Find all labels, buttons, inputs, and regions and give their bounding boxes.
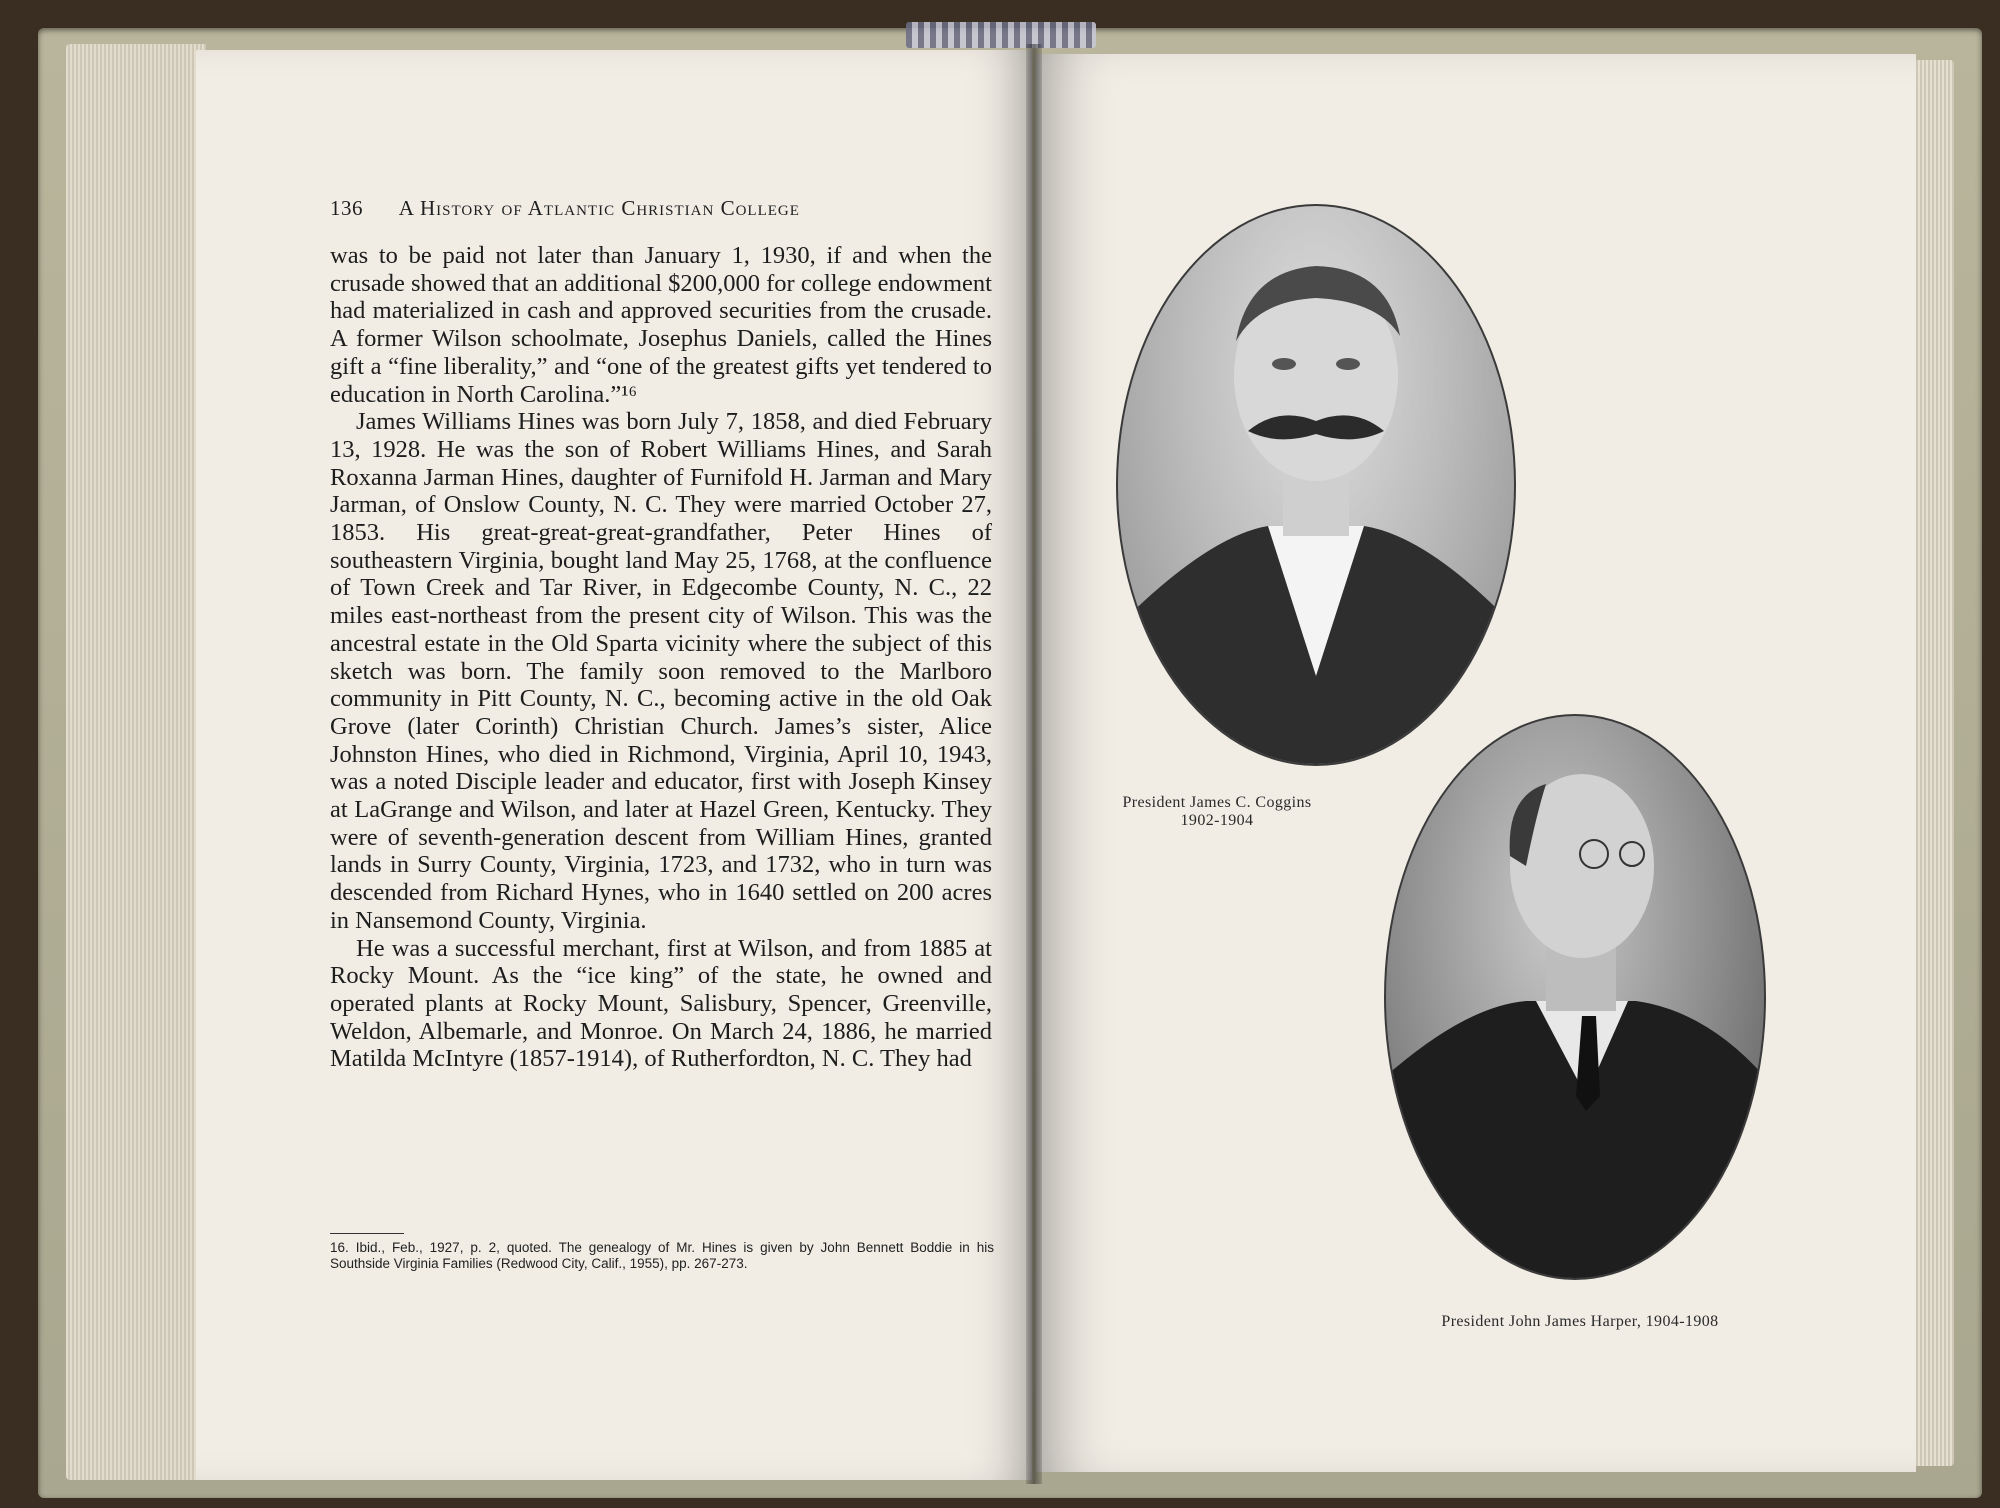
caption-coggins-name: President James C. Coggins — [1122, 794, 1312, 811]
book-gutter — [1026, 44, 1042, 1484]
portrait-coggins-photo — [1116, 204, 1516, 766]
page-number: 136 — [330, 196, 363, 220]
paragraph-2: James Williams Hines was born July 7, 1858, and died February 13, 1928. He was the son of Robert Williams Hines, and Sarah Roxanna Jarman Hines, daughter of Furnifold H. Jarman and Mary Jarman, of Onslow County, N. C. They were married October 27, 1853. His great-great-great-grandfather, Peter Hines of southeastern Virginia, bought land May 25, 1768, at the confluence of Town Creek and Tar River, in Edgecombe County, N. C., 22 miles east-northeast from the present city of Wilson. This was the ancestral estate in the Old Sparta vicinity where the subject of this sketch was born. The family soon removed to the Marlboro community in Pitt County, N. C., becoming active in the old Oak Grove (later Corinth) Christian Church. James’s sister, Alice Johnston Hines, who died in Richmond, Virginia, April 10, 1943, was a noted Disciple leader and educator, first with Joseph Kinsey at LaGrange and Wilson, and later at Hazel Green, Kentucky. They were of seventh-generation descent from William Hines, granted lands in Surry County, Virginia, 1723, and 1732, who in turn was descended from Richard Hynes, who in 1640 settled on 200 acres in Nansemond County, Virginia. — [330, 408, 992, 934]
caption-coggins — [1082, 794, 1352, 830]
left-page-edges — [66, 44, 206, 1480]
body-text — [330, 242, 992, 1073]
portrait-coggins-figure — [1118, 206, 1514, 764]
portrait-harper-photo — [1384, 714, 1766, 1280]
spine-headband — [906, 22, 1096, 48]
running-head — [330, 196, 1000, 221]
caption-harper: President John James Harper, 1904-1908 — [1441, 1313, 1719, 1330]
paragraph-1: was to be paid not later than January 1, 1930, if and when the crusade showed that an additional $200,000 for college endowment had materialized in cash and approved securities from the crusade. A former Wilson schoolmate, Josephus Daniels, called the Hines gift a “fine liberality,” and “one of the greatest gifts yet tendered to education in North Carolina.”¹⁶ — [330, 242, 992, 408]
footnote-rule — [330, 1233, 404, 1234]
portrait-harper-figure — [1386, 716, 1764, 1278]
paragraph-3: He was a successful merchant, first at Wilson, and from 1885 at Rocky Mount. As the “ice king” of the state, he owned and operated plants at Rocky Mount, Salisbury, Spencer, Greenville, Weldon, Albemarle, and Monroe. On March 24, 1886, he married Matilda McIntyre (1857-1914), of Rutherfordton, N. C. They had — [330, 934, 992, 1073]
footnote: 16. Ibid., Feb., 1927, p. 2, quoted. The genealogy of Mr. Hines is given by John Bennett Boddie in his Southside Virginia Families (Redwood City, Calif., 1955), pp. 267-273. — [330, 1240, 994, 1271]
caption-coggins-years: 1902-1904 — [1180, 812, 1254, 829]
running-title: A History of Atlantic Christian College — [398, 196, 800, 220]
